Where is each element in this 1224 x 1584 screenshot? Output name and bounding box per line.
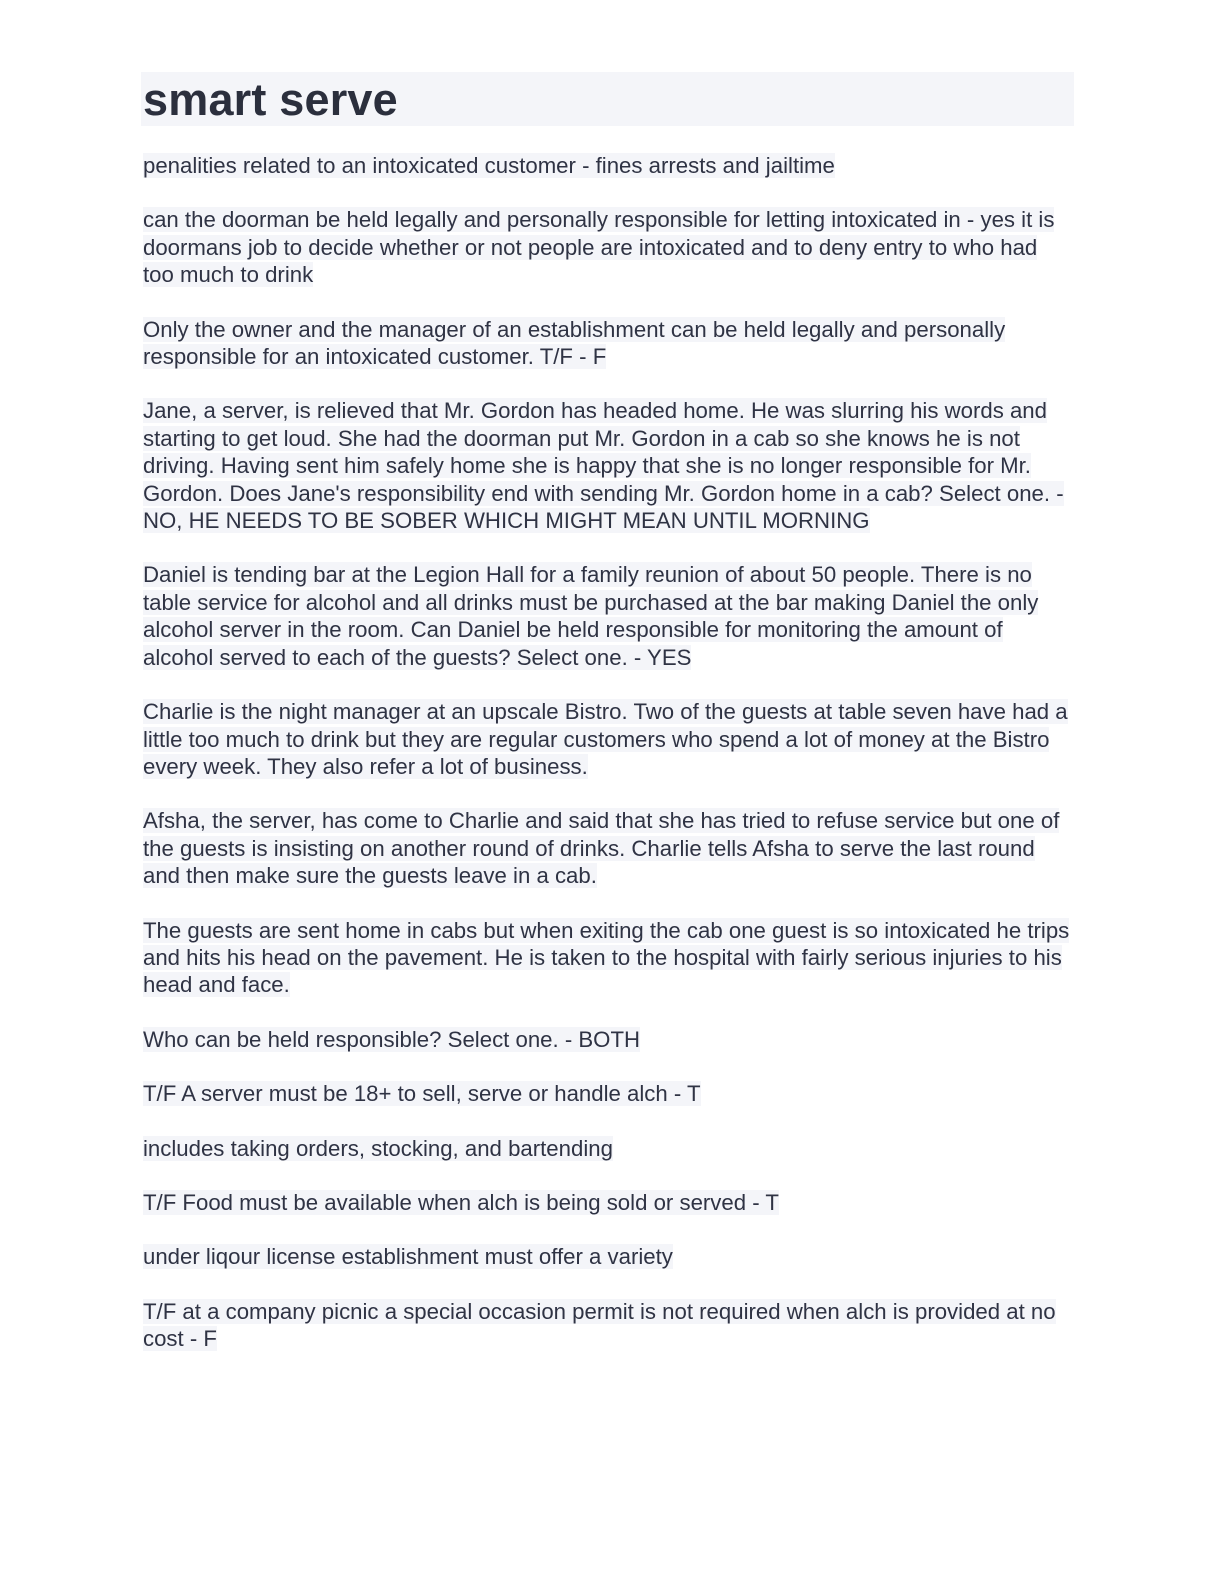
title-bar (141, 72, 1074, 126)
flashcard-text: includes taking orders, stocking, and bartending (143, 1135, 613, 1161)
flashcard (141, 1135, 1074, 1162)
flashcard-text: The guests are sent home in cabs but when exiting the cab one guest is so intoxicated he trips and hits his head on the pavement. He is taken to the hospital with fairly serious injuries to his head and face. (143, 917, 1070, 998)
flashcard-text: Afsha, the server, has come to Charlie and said that she has tried to refuse service but one of the guests is insisting on another round of drinks. Charlie tells Afsha to serve the last round and then make sure the guests leave in a cab. (143, 808, 1060, 889)
flashcard (141, 1189, 1074, 1216)
flashcard (141, 698, 1074, 780)
flashcard (141, 561, 1074, 671)
flashcard (141, 397, 1074, 534)
flashcard-text: T/F Food must be available when alch is being sold or served - T (143, 1189, 779, 1215)
flashcard (141, 1026, 1074, 1053)
flashcard-text: Charlie is the night manager at an upscale Bistro. Two of the guests at table seven have had a little too much to drink but they are regular customers who spend a lot of money at the Bistro every week. They also refer a lot of business. (143, 699, 1068, 779)
flashcard-text: under liqour license establishment must offer a variety (143, 1244, 673, 1270)
flashcard (141, 316, 1074, 371)
flashcard (141, 807, 1074, 889)
flashcard (141, 917, 1074, 999)
flashcard (141, 1243, 1074, 1270)
flashcard (141, 206, 1074, 288)
flashcard (141, 1080, 1074, 1107)
flashcard-text: T/F A server must be 18+ to sell, serve or handle alch - T (143, 1081, 701, 1107)
flashcard-text: can the doorman be held legally and personally responsible for letting intoxicated in - yes it is doormans job to decide whether or not people are intoxicated and to deny entry to who had too much to drink (143, 207, 1055, 288)
page-title: smart serve (143, 73, 398, 125)
document-page (141, 72, 1074, 1380)
flashcard-text: Only the owner and the manager of an establishment can be held legally and personally responsible for an intoxicated customer. T/F - F (143, 316, 1006, 370)
flashcard-text: Who can be held responsible? Select one. - BOTH (143, 1026, 641, 1052)
flashcard (141, 152, 1074, 179)
flashcard-text: Daniel is tending bar at the Legion Hall for a family reunion of about 50 people. There is no table service for alcohol and all drinks must be purchased at the bar making Daniel the only alcohol server in the room. Can Daniel be held responsible for monitoring the amount of alcohol served to each of the guests? Select one. - YES (143, 562, 1039, 670)
flashcard-text: penalities related to an intoxicated customer - fines arrests and jailtime (143, 153, 835, 178)
flashcard (141, 1298, 1074, 1353)
flashcard-list (141, 152, 1074, 1353)
flashcard-text: Jane, a server, is relieved that Mr. Gordon has headed home. He was slurring his words and starting to get loud. She had the doorman put Mr. Gordon in a cab so she knows he is not driving. Having sent him safely home she is happy that she is no longer responsible for Mr. Gordon. Does Jane's responsibility end with sending Mr. Gordon home in a cab? Select one. - NO, HE NEEDS TO BE SOBER WHICH MIGHT MEAN UNTIL MORNING (143, 398, 1064, 534)
flashcard-text: T/F at a company picnic a special occasion permit is not required when alch is provided at no cost - F (143, 1298, 1056, 1352)
